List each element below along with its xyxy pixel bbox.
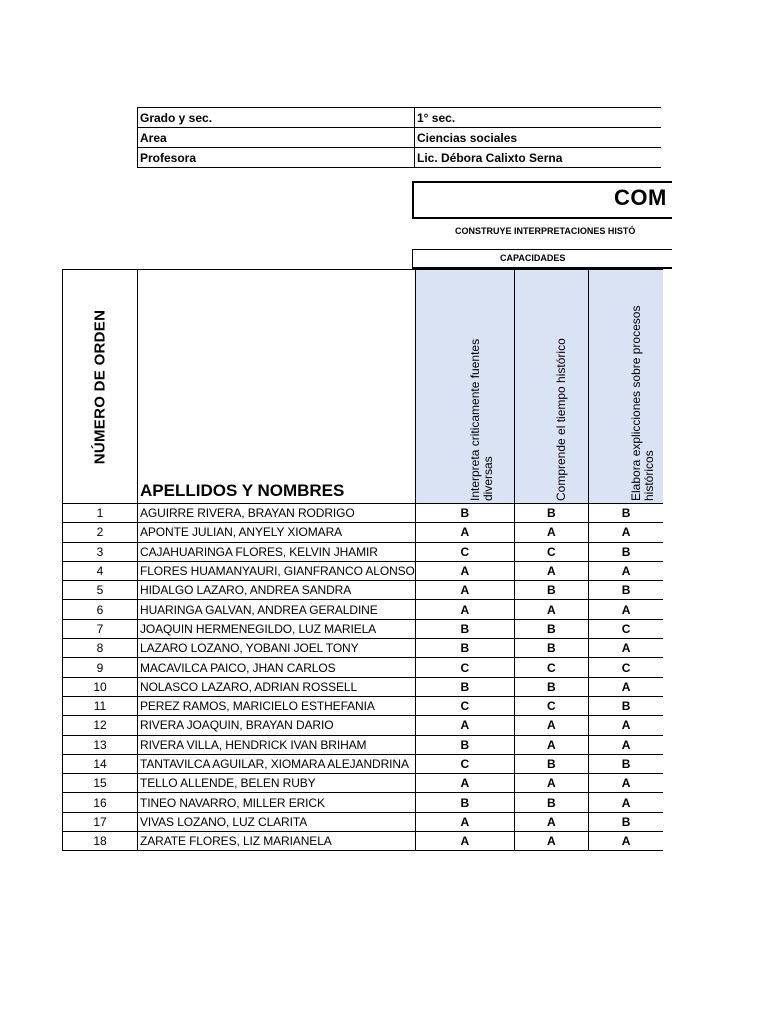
grade-capacidad-3: A xyxy=(588,639,663,658)
capacidad-header-3: Elabora explicciones sobre procesos históricos xyxy=(629,305,657,501)
table-row xyxy=(63,793,664,812)
grade-capacidad-2: B xyxy=(514,754,588,773)
grade-capacidad-2: B xyxy=(514,581,588,600)
student-name: ZARATE FLORES, LIZ MARIANELA xyxy=(138,832,416,851)
row-number: 3 xyxy=(63,542,138,561)
row-number: 7 xyxy=(63,619,138,638)
capacidad-header-cell xyxy=(588,270,663,504)
info-row-profesora xyxy=(138,148,662,168)
table-row xyxy=(63,542,664,561)
row-number: 17 xyxy=(63,812,138,831)
grade-capacidad-3: C xyxy=(588,619,663,638)
grade-capacidad-3: B xyxy=(588,504,663,523)
name-header-cell xyxy=(138,270,416,504)
table-row xyxy=(63,581,664,600)
row-number: 16 xyxy=(63,793,138,812)
table-row xyxy=(63,504,664,523)
grade-capacidad-2: A xyxy=(514,735,588,754)
info-label: Profesora xyxy=(138,148,415,168)
student-name: CAJAHUARINGA FLORES, KELVIN JHAMIR xyxy=(138,542,416,561)
capacidad-header-cell xyxy=(514,270,588,504)
info-value: Ciencias sociales xyxy=(415,128,662,148)
grade-capacidad-1: C xyxy=(415,754,514,773)
grade-capacidad-1: A xyxy=(415,581,514,600)
grade-capacidad-2: C xyxy=(514,542,588,561)
row-number: 15 xyxy=(63,774,138,793)
grade-capacidad-2: A xyxy=(514,716,588,735)
student-name: AGUIRRE RIVERA, BRAYAN RODRIGO xyxy=(138,504,416,523)
info-value: 1° sec. xyxy=(415,108,662,128)
student-name: APONTE JULIAN, ANYELY XIOMARA xyxy=(138,523,416,542)
table-row xyxy=(63,523,664,542)
grade-capacidad-2: B xyxy=(514,793,588,812)
grade-capacidad-1: B xyxy=(415,619,514,638)
competencia-title-box xyxy=(412,181,672,219)
row-number: 10 xyxy=(63,677,138,696)
grade-capacidad-1: A xyxy=(415,561,514,580)
student-name: NOLASCO LAZARO, ADRIAN ROSSELL xyxy=(138,677,416,696)
grade-capacidad-3: A xyxy=(588,793,663,812)
capacidad-header-1: Interpreta criticamente fuentes diversas xyxy=(467,338,495,501)
student-name: RIVERA VILLA, HENDRICK IVAN BRIHAM xyxy=(138,735,416,754)
grade-capacidad-3: C xyxy=(588,658,663,677)
table-row xyxy=(63,677,664,696)
grade-capacidad-1: C xyxy=(415,696,514,715)
row-number: 12 xyxy=(63,716,138,735)
grade-capacidad-1: B xyxy=(415,639,514,658)
grade-capacidad-1: B xyxy=(415,793,514,812)
row-number: 14 xyxy=(63,754,138,773)
info-label: Area xyxy=(138,128,415,148)
row-number: 13 xyxy=(63,735,138,754)
grade-capacidad-2: A xyxy=(514,600,588,619)
student-name: TANTAVILCA AGUILAR, XIOMARA ALEJANDRINA xyxy=(138,754,416,773)
grade-capacidad-2: C xyxy=(514,658,588,677)
row-number: 5 xyxy=(63,581,138,600)
info-row-area xyxy=(138,128,662,148)
grade-capacidad-3: A xyxy=(588,677,663,696)
grade-capacidad-2: A xyxy=(514,812,588,831)
grade-capacidad-2: B xyxy=(514,677,588,696)
grade-capacidad-3: B xyxy=(588,696,663,715)
student-name: FLORES HUAMANYAURI, GIANFRANCO ALONSO xyxy=(138,561,416,580)
table-row xyxy=(63,561,664,580)
grade-capacidad-1: C xyxy=(415,542,514,561)
student-name: PEREZ RAMOS, MARICIELO ESTHEFANIA xyxy=(138,696,416,715)
name-header: APELLIDOS Y NOMBRES xyxy=(140,481,345,500)
student-name: RIVERA JOAQUIN, BRAYAN DARIO xyxy=(138,716,416,735)
grade-capacidad-3: A xyxy=(588,774,663,793)
row-number: 11 xyxy=(63,696,138,715)
grade-capacidad-2: A xyxy=(514,774,588,793)
competencia-title: COM xyxy=(614,185,667,210)
row-number: 8 xyxy=(63,639,138,658)
row-number: 6 xyxy=(63,600,138,619)
student-name: MACAVILCA PAICO, JHAN CARLOS xyxy=(138,658,416,677)
grade-capacidad-2: B xyxy=(514,639,588,658)
capacidad-header-cell xyxy=(415,270,514,504)
grade-capacidad-3: A xyxy=(588,523,663,542)
grade-capacidad-1: A xyxy=(415,832,514,851)
table-row xyxy=(63,696,664,715)
grade-capacidad-3: B xyxy=(588,812,663,831)
info-value: Lic. Débora Calixto Serna xyxy=(415,148,662,168)
table-row xyxy=(63,600,664,619)
student-name: JOAQUIN HERMENEGILDO, LUZ MARIELA xyxy=(138,619,416,638)
grade-capacidad-2: B xyxy=(514,619,588,638)
grade-capacidad-3: B xyxy=(588,542,663,561)
capacidad-header-2: Comprende el tiempo histórico xyxy=(554,338,569,501)
grade-capacidad-3: B xyxy=(588,754,663,773)
table-row xyxy=(63,812,664,831)
table-row xyxy=(63,658,664,677)
grade-capacidad-3: A xyxy=(588,561,663,580)
grade-capacidad-3: A xyxy=(588,735,663,754)
student-name: VIVAS LOZANO, LUZ CLARITA xyxy=(138,812,416,831)
info-table xyxy=(137,107,661,168)
grade-capacidad-1: A xyxy=(415,716,514,735)
grade-capacidad-2: A xyxy=(514,832,588,851)
capacidades-label: CAPACIDADES xyxy=(500,253,566,263)
grade-capacidad-1: B xyxy=(415,504,514,523)
grade-capacidad-3: A xyxy=(588,832,663,851)
table-row xyxy=(63,832,664,851)
grade-capacidad-1: B xyxy=(415,677,514,696)
info-label: Grado y sec. xyxy=(138,108,415,128)
competencia-name: CONSTRUYE INTERPRETACIONES HISTÓ xyxy=(455,226,636,236)
table-row xyxy=(63,735,664,754)
grade-capacidad-1: A xyxy=(415,774,514,793)
grade-capacidad-3: A xyxy=(588,716,663,735)
grade-capacidad-2: A xyxy=(514,561,588,580)
num-header-cell xyxy=(63,270,138,504)
grade-capacidad-1: A xyxy=(415,812,514,831)
row-number: 4 xyxy=(63,561,138,580)
student-name: TINEO NAVARRO, MILLER ERICK xyxy=(138,793,416,812)
row-number: 1 xyxy=(63,504,138,523)
grade-capacidad-2: C xyxy=(514,696,588,715)
student-name: TELLO ALLENDE, BELEN RUBY xyxy=(138,774,416,793)
table-row xyxy=(63,716,664,735)
table-row xyxy=(63,619,664,638)
student-name: LAZARO LOZANO, YOBANI JOEL TONY xyxy=(138,639,416,658)
capacidades-header xyxy=(412,249,672,269)
student-name: HIDALGO LAZARO, ANDREA SANDRA xyxy=(138,581,416,600)
grade-capacidad-2: B xyxy=(514,504,588,523)
grade-capacidad-1: B xyxy=(415,735,514,754)
grade-capacidad-1: A xyxy=(415,600,514,619)
row-number: 2 xyxy=(63,523,138,542)
student-name: HUARINGA GALVAN, ANDREA GERALDINE xyxy=(138,600,416,619)
grade-capacidad-1: A xyxy=(415,523,514,542)
table-header-row xyxy=(63,270,664,504)
table-row xyxy=(63,774,664,793)
grade-capacidad-2: A xyxy=(514,523,588,542)
row-number: 9 xyxy=(63,658,138,677)
table-row xyxy=(63,639,664,658)
grade-capacidad-1: C xyxy=(415,658,514,677)
table-row xyxy=(63,754,664,773)
info-row-grado xyxy=(138,108,662,128)
grades-table xyxy=(62,269,663,851)
row-number: 18 xyxy=(63,832,138,851)
grade-capacidad-3: A xyxy=(588,600,663,619)
grade-capacidad-3: B xyxy=(588,581,663,600)
num-header: NÚMERO DE ORDEN xyxy=(91,309,109,464)
